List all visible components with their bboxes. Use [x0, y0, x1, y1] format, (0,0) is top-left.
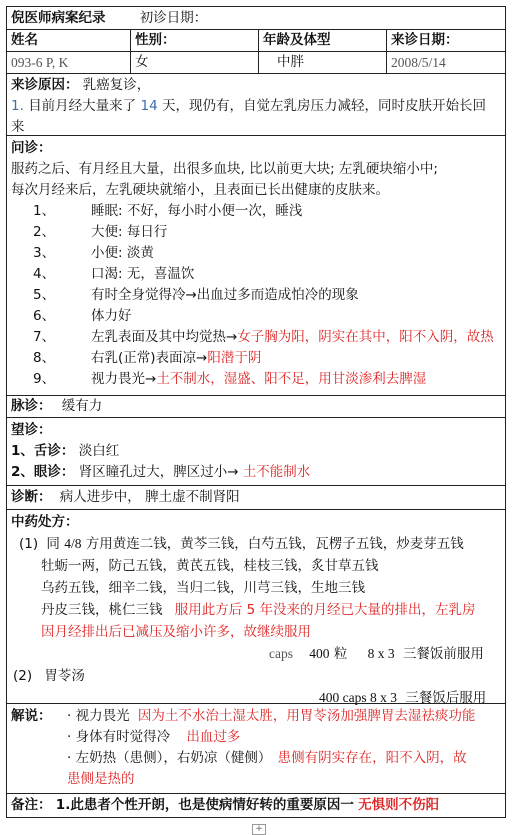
inquiry-item: [11, 201, 501, 222]
rx1-dose-count: 400: [309, 646, 330, 661]
exp2-text: 身体有时觉得冷: [75, 729, 171, 745]
diagnosis-value: 病人进步中， 脾土虚不制肾阳: [59, 489, 240, 505]
diagnosis-section: [6, 486, 506, 510]
rx1-line2: 牡蛎一两，防己五钱，黄芪五钱，桂枝三钱，炙甘草五钱: [41, 558, 379, 574]
remark-section: [6, 794, 506, 818]
header-row: [6, 6, 506, 30]
rx1-line4-years: 5: [246, 602, 256, 618]
inquiry-label: 问诊：: [11, 140, 52, 156]
inquiry-item-text: 口渴: 无，喜温饮: [91, 266, 195, 282]
column-header-row: [6, 30, 506, 52]
inquiry-item: [11, 369, 501, 390]
rx1-line1-date: 4/8: [64, 536, 82, 551]
patient-row: [6, 52, 506, 74]
exp3-note: 患侧有阴实存在，阳不入阴，故: [277, 750, 467, 766]
rx1-line4-a: 丹皮三钱，桃仁三钱: [41, 602, 163, 618]
remark-value: 1.此患者个性开朗，也是使病情好转的重要原因一: [55, 797, 354, 813]
reason-value: 乳癌复诊，: [82, 77, 151, 93]
rx2-dose: 400 caps 8 x 3: [319, 690, 397, 705]
col-name: 姓名: [7, 30, 131, 51]
exp1-note: 因为土不水治土湿太胜，用胃苓汤加强脾胃去湿祛痰功能: [137, 708, 476, 724]
inquiry-item-num: 2、: [33, 224, 56, 240]
inquiry-item: [11, 306, 501, 327]
exp3-text: 左奶热（患侧），右奶凉（健侧）: [75, 750, 272, 766]
explanation-section: [6, 704, 506, 794]
patient-date: 2008/5/14: [391, 55, 446, 70]
inquiry-item-text: 大便: 每日行: [91, 224, 168, 240]
rx1-num: (1): [19, 536, 39, 552]
rx2-num: (2): [13, 668, 33, 684]
rx1-line1-a: 同: [46, 536, 60, 552]
observation-label: 望诊：: [11, 422, 52, 438]
pulse-section: [6, 396, 506, 418]
rx2-dose-when: 三餐饭后服用: [405, 690, 487, 706]
inquiry-item-text: 小便: 淡黄: [91, 245, 154, 261]
inquiry-section: [6, 136, 506, 396]
eye-note: 土不能制水: [242, 464, 311, 480]
pulse-value: 缓有力: [61, 398, 103, 414]
patient-name: 093-6 P, K: [7, 52, 131, 73]
inquiry-item-num: 6、: [33, 308, 56, 324]
tongue-label: 1、舌诊：: [11, 443, 75, 459]
case-record-table: [6, 6, 506, 818]
inquiry-item-num: 4、: [33, 266, 56, 282]
patient-gender: 女: [131, 52, 259, 73]
inquiry-line2: 每次月经来后，左乳硬块就缩小，且表面已长出健康的皮肤来。: [11, 182, 389, 198]
rx1-dose-caps: caps: [269, 646, 293, 661]
inquiry-item-num: 5、: [33, 287, 56, 303]
table-add-handle-icon[interactable]: +: [252, 824, 266, 835]
inquiry-item-text: 睡眠: 不好，每小时小便一次，睡浅: [91, 203, 303, 219]
eye-label: 2、眼诊：: [11, 464, 75, 480]
pulse-label: 脉诊：: [11, 398, 52, 414]
inquiry-item-num: 8、: [33, 350, 56, 366]
exp2-note: 出血过多: [186, 729, 241, 745]
reason-detail-c: 来: [11, 119, 25, 135]
diagnosis-label: 诊断：: [11, 489, 52, 505]
inquiry-item-text: 体力好: [91, 308, 132, 324]
prescription-label: 中药处方：: [11, 514, 79, 530]
inquiry-item-text: 有时全身觉得冷→出血过多而造成怕冷的现象: [91, 287, 359, 303]
inquiry-item-text: 左乳表面及其中均觉热→: [91, 329, 238, 345]
exp3-bullet: ·: [67, 750, 72, 766]
remark-label: 备注：: [11, 797, 52, 813]
inquiry-item-note: 阳潜于阴: [207, 350, 262, 366]
inquiry-item-num: 1、: [33, 203, 56, 219]
exp1-bullet: ·: [67, 708, 72, 724]
remark-note: 无惧则不伤阳: [358, 797, 440, 813]
eye-value: 肾区瞳孔过大，脾区过小→: [78, 464, 239, 480]
inquiry-item: [11, 348, 501, 369]
record-title: 倪医师病案纪录: [11, 10, 106, 26]
exp3-note2: 患侧是热的: [67, 771, 135, 787]
inquiry-item: [11, 285, 501, 306]
observation-section: [6, 418, 506, 486]
col-visit-date: 来诊日期：: [391, 32, 459, 48]
inquiry-item: [11, 222, 501, 243]
inquiry-item-text: 右乳(正常)表面凉→: [91, 350, 208, 366]
inquiry-item-note: 女子胸为阳，阴实在其中，阳不入阴，故热: [237, 329, 494, 345]
inquiry-item: [11, 264, 501, 285]
rx2-name: 胃苓汤: [44, 668, 85, 684]
explanation-label: 解说：: [11, 708, 52, 724]
exp2-bullet: ·: [67, 729, 72, 745]
inquiry-item: [11, 327, 501, 348]
inquiry-item-note: 土不制水，湿盛、阳不足，用甘淡渗利去脾湿: [156, 371, 427, 387]
rx1-dose-when: 三餐饭前服用: [402, 646, 484, 662]
rx1-line5-note: 因月经排出后已减压及缩小许多，故继续服用: [41, 624, 311, 640]
rx1-dose-freq: 8 x 3: [367, 646, 395, 661]
rx1-line4-note-b: 年没来的月经已大量的排出，左乳房: [259, 602, 476, 618]
reason-section: [6, 74, 506, 136]
reason-detail-num: 1.: [11, 98, 24, 114]
tongue-value: 淡白红: [78, 443, 120, 459]
inquiry-item-num: 9、: [33, 371, 56, 387]
reason-detail-b: 天，现仍有，自觉左乳房压力减轻，同时皮肤开始长回: [161, 98, 486, 114]
patient-build: 中胖: [259, 52, 387, 73]
exp1-text: 视力畏光: [75, 708, 130, 724]
rx1-dose-unit: 粒: [333, 646, 348, 662]
col-gender: 性别：: [131, 30, 259, 51]
prescription-section: [6, 510, 506, 704]
reason-detail-days: 14: [140, 98, 158, 114]
first-visit-label: 初诊日期：: [139, 10, 208, 26]
inquiry-item-num: 3、: [33, 245, 56, 261]
reason-detail-a: 目前月经大量来了: [28, 98, 137, 114]
inquiry-item-text: 视力畏光→: [91, 371, 157, 387]
rx1-line4-note-a: 服用此方后: [174, 602, 243, 618]
inquiry-line1: 服药之后、有月经且大量，出很多血块, 比以前更大块; 左乳硬块缩小中;: [11, 161, 438, 177]
col-age-build: 年龄及体型: [259, 30, 387, 51]
rx1-line1-b: 方用黄连二钱，黄芩三钱，白芍五钱，瓦楞子五钱，炒麦芽五钱: [85, 536, 464, 552]
rx1-line3: 乌药五钱，细辛二钱，当归二钱，川芎三钱，生地三钱: [41, 580, 365, 596]
inquiry-item: [11, 243, 501, 264]
inquiry-item-num: 7、: [33, 329, 56, 345]
reason-label: 来诊原因：: [11, 77, 79, 93]
inquiry-list: [11, 201, 501, 390]
